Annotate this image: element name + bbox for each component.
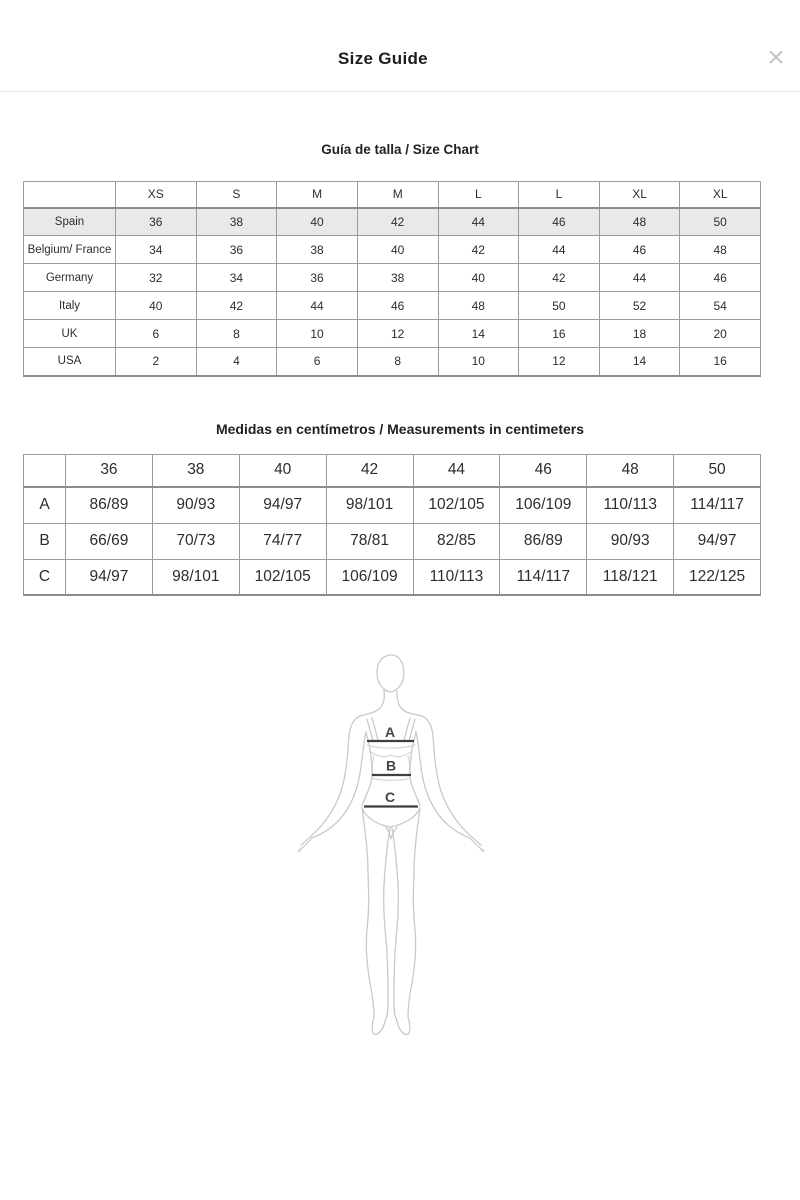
row-label: Germany [24, 264, 116, 292]
cell: 38 [196, 208, 277, 236]
cell: 38 [277, 236, 358, 264]
cell: 44 [519, 236, 600, 264]
page-title: Size Guide [338, 49, 428, 68]
table-row [24, 292, 761, 320]
cell: 74/77 [239, 523, 326, 559]
cell: 44 [599, 264, 680, 292]
row-label: A [24, 487, 66, 523]
column-header: XL [599, 182, 680, 208]
cell: 14 [438, 320, 519, 348]
cell: 94/97 [239, 487, 326, 523]
table-row [24, 264, 761, 292]
row-label: B [24, 523, 66, 559]
column-header: 38 [152, 454, 239, 487]
cell: 102/105 [413, 487, 500, 523]
column-header: 50 [674, 454, 761, 487]
cell: 16 [680, 348, 761, 376]
cell: 114/117 [674, 487, 761, 523]
cell: 54 [680, 292, 761, 320]
cell: 50 [519, 292, 600, 320]
column-header: 36 [66, 454, 153, 487]
column-header: M [277, 182, 358, 208]
column-header: XS [116, 182, 197, 208]
row-label: Italy [24, 292, 116, 320]
table-row [24, 236, 761, 264]
column-header: 44 [413, 454, 500, 487]
cell: 42 [357, 208, 438, 236]
cell: 36 [277, 264, 358, 292]
measurements-title: Medidas en centímetros / Measurements in centimeters [215, 420, 584, 437]
cell: 34 [116, 236, 197, 264]
cell: 4 [196, 348, 277, 376]
cell: 118/121 [587, 559, 674, 595]
column-header: S [196, 182, 277, 208]
cell: 110/113 [413, 559, 500, 595]
column-header [24, 454, 66, 487]
size-chart-title: Guía de talla / Size Chart [321, 142, 479, 157]
cell: 48 [599, 208, 680, 236]
cell: 70/73 [152, 523, 239, 559]
cell: 52 [599, 292, 680, 320]
table-row [24, 559, 761, 595]
table-row [24, 348, 761, 376]
column-header: 40 [239, 454, 326, 487]
column-header [24, 182, 116, 208]
cell: 98/101 [152, 559, 239, 595]
cell: 40 [116, 292, 197, 320]
cell: 10 [277, 320, 358, 348]
close-button[interactable] [760, 42, 792, 74]
row-label: Spain [24, 208, 116, 236]
cell: 32 [116, 264, 197, 292]
cell: 122/125 [674, 559, 761, 595]
cell: 66/69 [66, 523, 153, 559]
cell: 14 [599, 348, 680, 376]
cell: 46 [357, 292, 438, 320]
header-row [24, 454, 761, 487]
cell: 86/89 [500, 523, 587, 559]
cell: 106/109 [500, 487, 587, 523]
column-header: 46 [500, 454, 587, 487]
cell: 18 [599, 320, 680, 348]
cell: 94/97 [674, 523, 761, 559]
figure-outline [298, 655, 484, 1035]
cell: 42 [438, 236, 519, 264]
column-header: L [438, 182, 519, 208]
row-label: UK [24, 320, 116, 348]
cell: 8 [357, 348, 438, 376]
cell: 46 [599, 236, 680, 264]
cell: 20 [680, 320, 761, 348]
row-label: C [24, 559, 66, 595]
cell: 110/113 [587, 487, 674, 523]
cell: 6 [277, 348, 358, 376]
column-header: 42 [326, 454, 413, 487]
cell: 10 [438, 348, 519, 376]
cell: 12 [357, 320, 438, 348]
cell: 90/93 [587, 523, 674, 559]
column-header: 48 [587, 454, 674, 487]
cell: 46 [519, 208, 600, 236]
cell: 48 [680, 236, 761, 264]
cell: 36 [116, 208, 197, 236]
cell: 34 [196, 264, 277, 292]
body-measurement-figure [280, 628, 520, 1068]
cell: 42 [519, 264, 600, 292]
row-label: USA [24, 348, 116, 376]
bust-label: A [384, 724, 396, 740]
cell: 44 [277, 292, 358, 320]
modal-header [0, 0, 800, 92]
cell: 86/89 [66, 487, 153, 523]
cell: 42 [196, 292, 277, 320]
header-row [24, 182, 761, 208]
row-label: Belgium/ France [24, 236, 116, 264]
size-chart-table [23, 181, 761, 377]
column-header: L [519, 182, 600, 208]
cell: 8 [196, 320, 277, 348]
hip-label: C [384, 789, 396, 805]
cell: 50 [680, 208, 761, 236]
cell: 38 [357, 264, 438, 292]
cell: 102/105 [239, 559, 326, 595]
cell: 114/117 [500, 559, 587, 595]
cell: 78/81 [326, 523, 413, 559]
size-guide-content [0, 141, 800, 1068]
cell: 40 [438, 264, 519, 292]
cell: 36 [196, 236, 277, 264]
cell: 40 [277, 208, 358, 236]
table-row [24, 523, 761, 559]
waist-label: B [385, 757, 397, 774]
cell: 98/101 [326, 487, 413, 523]
cell: 16 [519, 320, 600, 348]
croquis-figure-svg [280, 628, 520, 1068]
table-row [24, 320, 761, 348]
cell: 48 [438, 292, 519, 320]
cell: 106/109 [326, 559, 413, 595]
cell: 40 [357, 236, 438, 264]
close-icon: × [767, 41, 785, 74]
cell: 46 [680, 264, 761, 292]
table-row [24, 208, 761, 236]
cell: 90/93 [152, 487, 239, 523]
cell: 6 [116, 320, 197, 348]
table-row [24, 487, 761, 523]
column-header: M [357, 182, 438, 208]
cell: 94/97 [66, 559, 153, 595]
cell: 82/85 [413, 523, 500, 559]
cell: 44 [438, 208, 519, 236]
measurements-table [23, 454, 761, 597]
cell: 2 [116, 348, 197, 376]
column-header: XL [680, 182, 761, 208]
cell: 12 [519, 348, 600, 376]
